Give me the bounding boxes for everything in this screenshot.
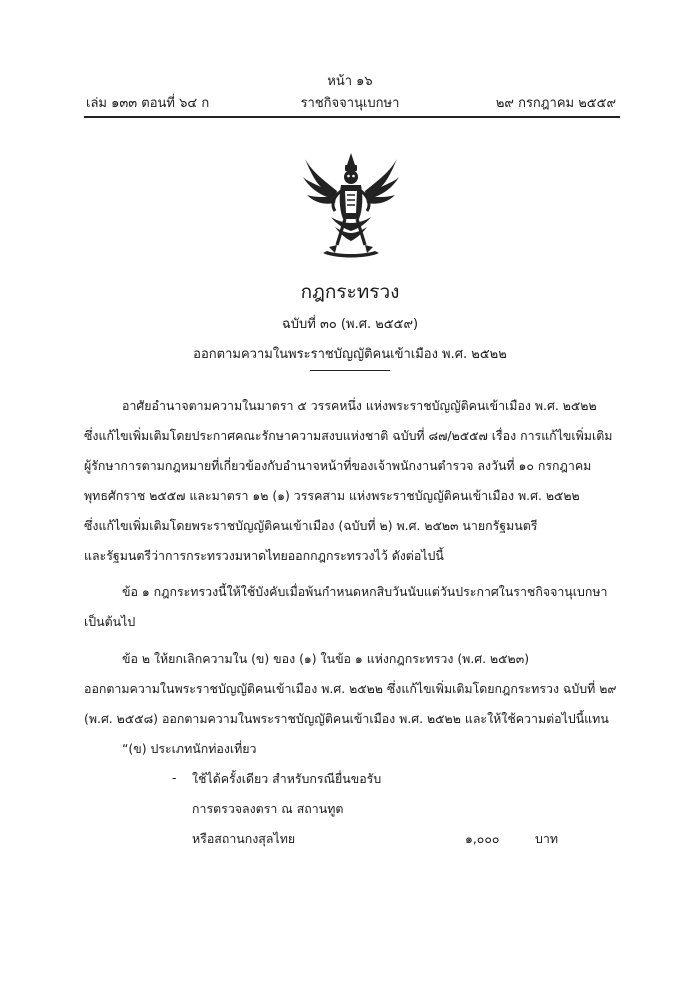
preamble-line: ซึ่งแก้ไขเพิ่มเติมโดยพระราชบัญญัติคนเข้าเมือง (ฉบับที่ ๒) พ.ศ. ๒๕๒๓ นายกรัฐมนตรี — [84, 518, 538, 533]
fee-unit: บาท — [535, 831, 558, 846]
sub-item-line: ใช้ได้ครั้งเดียว สำหรับกรณียื่นขอรับ — [192, 771, 382, 786]
gazette-date: ๒๙ กรกฎาคม ๒๕๕๙ — [495, 96, 616, 111]
fee-amount: ๑,๐๐๐ — [465, 831, 500, 846]
clause-2-line: (พ.ศ. ๒๕๕๘) ออกตามความในพระราชบัญญัติคนเข้าเมือง พ.ศ. ๒๕๒๒ และให้ใช้ความต่อไปนี้แทน — [84, 711, 609, 726]
title-rule — [310, 370, 390, 371]
clause-2-line: ออกตามความในพระราชบัญญัติคนเข้าเมือง พ.ศ. ๒๕๒๒ ซึ่งแก้ไขเพิ่มเติมโดยกฎกระทรวง ฉบับที่ ๒๙ — [84, 681, 617, 696]
garuda-emblem-icon — [301, 151, 401, 261]
sub-item-line: การตรวจลงตรา ณ สถานทูต — [192, 801, 344, 816]
preamble-line: ผู้รักษาการตามกฎหมายที่เกี่ยวข้องกับอำนาจหน้าที่ของเจ้าพนักงานตำรวจ ลงวันที่ ๑๐ กรกฎาคม — [84, 458, 592, 473]
preamble-line: และรัฐมนตรีว่าการกระทรวงมหาดไทยออกกฎกระทรวงไว้ ดังต่อไปนี้ — [84, 548, 444, 563]
preamble-line: ซึ่งแก้ไขเพิ่มเติมโดยประกาศคณะรักษาความสงบแห่งชาติ ฉบับที่ ๘๗/๒๕๕๗ เรื่อง การแก้ไขเพิ่มเติม — [84, 428, 613, 443]
document-title: กฎกระทรวง — [300, 281, 400, 303]
document-number: ฉบับที่ ๓๐ (พ.ศ. ๒๕๕๙) — [281, 317, 419, 332]
clause-1-line: ข้อ ๑ กฎกระทรวงนี้ให้ใช้บังคับเมื่อพ้นกำหนดหกสิบวันนับแต่วันประกาศในราชกิจจานุเบกษา — [122, 584, 608, 599]
sub-item-line: หรือสถานกงสุลไทย — [192, 831, 296, 846]
item-tourist-category: “(ข) ประเภทนักท่องเที่ยว — [122, 741, 257, 756]
document-basis: ออกตามความในพระราชบัญญัติคนเข้าเมือง พ.ศ. ๒๕๒๒ — [193, 347, 507, 362]
sub-item-bullet: - — [172, 770, 177, 785]
gazette-name: ราชกิจจานุเบกษา — [300, 96, 400, 111]
preamble-line: พุทธศักราช ๒๕๕๗ และมาตรา ๑๒ (๑) วรรคสาม แห่งพระราชบัญญัติคนเข้าเมือง พ.ศ. ๒๕๒๒ — [84, 488, 580, 503]
gazette-volume: เล่ม ๑๓๓ ตอนที่ ๖๔ ก — [86, 96, 210, 111]
page-number: หน้า ๑๖ — [327, 74, 373, 89]
clause-2-line: ข้อ ๒ ให้ยกเลิกความใน (ข) ของ (๑) ในข้อ ๑ แห่งกฎกระทรวง (พ.ศ. ๒๕๒๓) — [122, 651, 530, 666]
header-rule — [84, 116, 620, 118]
preamble-line: อาศัยอำนาจตามความในมาตรา ๕ วรรคหนึ่ง แห่งพระราชบัญญัติคนเข้าเมือง พ.ศ. ๒๕๒๒ — [122, 398, 597, 413]
clause-1-line: เป็นต้นไป — [84, 614, 136, 629]
